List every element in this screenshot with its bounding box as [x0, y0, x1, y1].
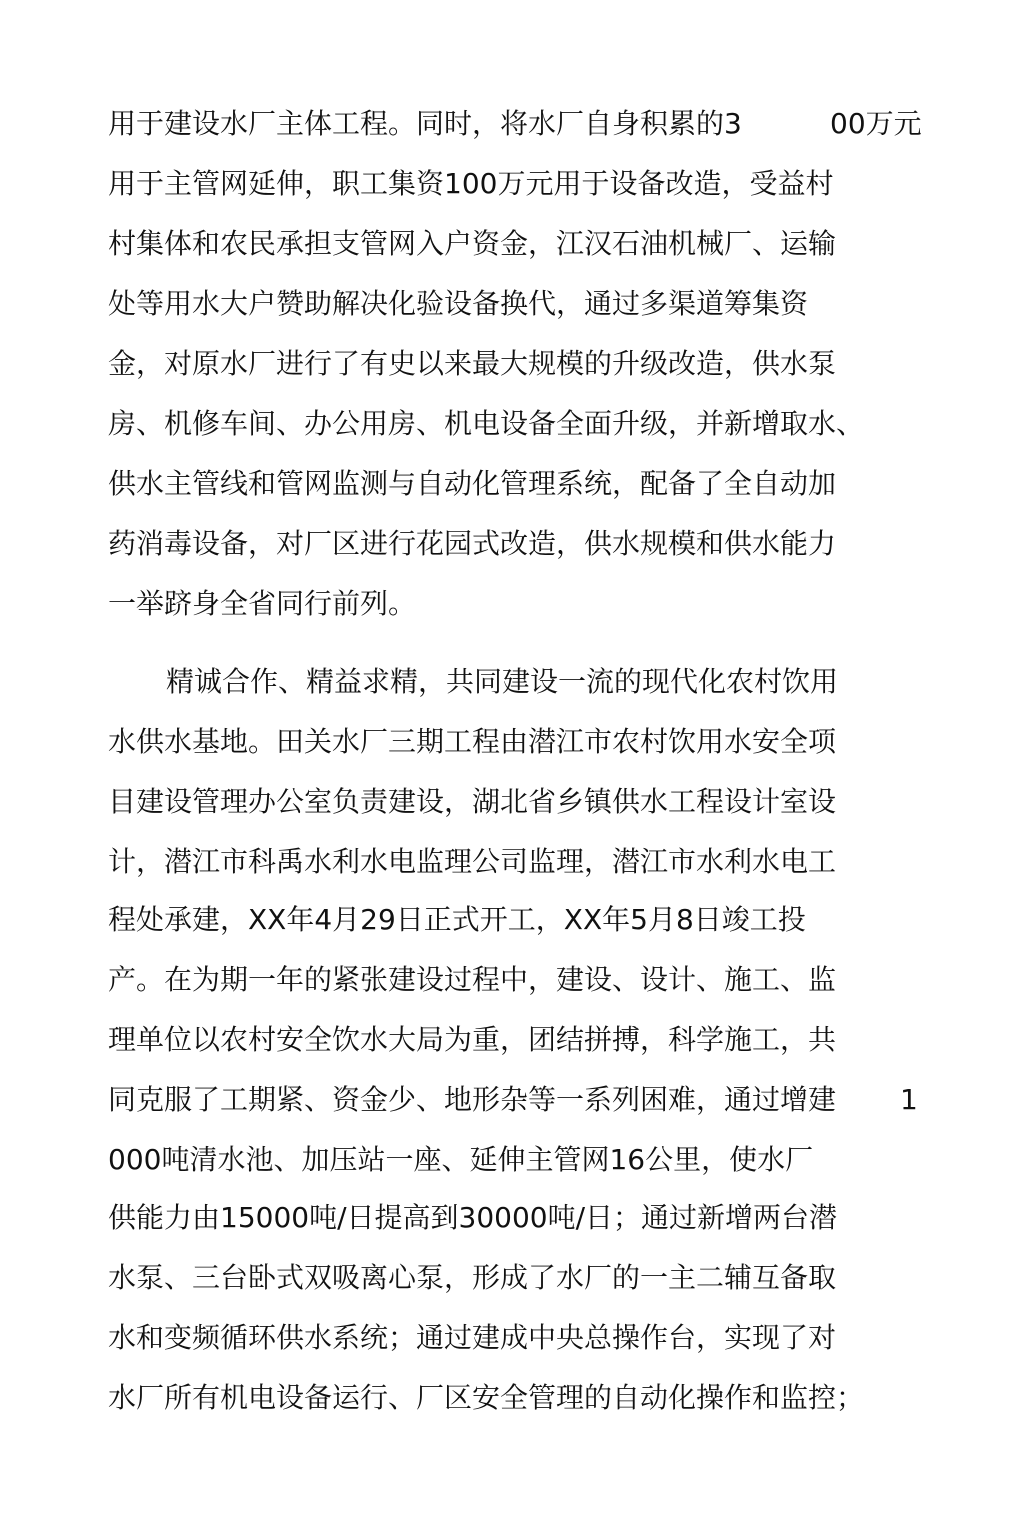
text-line: 理单位以农村安全饮水大局为重，团结拼搏，科学施工，共	[108, 1023, 837, 1056]
text-line: 程处承建，XX年4月29日正式开工，XX年5月8日竣工投	[108, 903, 806, 936]
text-line-tail: 00万元	[830, 107, 922, 140]
text-line: 金，对原水厂进行了有史以来最大规模的升级改造，供水泵	[108, 347, 837, 380]
text-line: 供能力由15000吨/日提高到30000吨/日；通过新增两台潜	[108, 1201, 838, 1234]
text-line: 计，潜江市科禹水利水电监理公司监理，潜江市水利水电工	[108, 845, 837, 878]
text-line: 房、机修车间、办公用房、机电设备全面升级，并新增取水、	[108, 407, 865, 440]
text-line: 水供水基地。田关水厂三期工程由潜江市农村饮用水安全项	[108, 725, 837, 758]
text-line: 一举跻身全省同行前列。	[108, 587, 417, 620]
text-line: 水和变频循环供水系统；通过建成中央总操作台，实现了对	[108, 1321, 837, 1354]
text-line: 处等用水大户赞助解决化验设备换代，通过多渠道筹集资	[108, 287, 809, 320]
text-line: 水厂所有机电设备运行、厂区安全管理的自动化操作和监控；	[108, 1381, 865, 1414]
text-line: 精诚合作、精益求精，共同建设一流的现代化农村饮用	[166, 665, 839, 698]
text-line: 同克服了工期紧、资金少、地形杂等一系列困难，通过增建	[108, 1083, 837, 1116]
text-line: 水泵、三台卧式双吸离心泵，形成了水厂的一主二辅互备取	[108, 1261, 837, 1294]
text-line: 目建设管理办公室负责建设，湖北省乡镇供水工程设计室设	[108, 785, 837, 818]
text-line-tail: 1	[900, 1083, 918, 1116]
text-line: 村集体和农民承担支管网入户资金，江汉石油机械厂、运输	[108, 227, 837, 260]
text-line: 产。在为期一年的紧张建设过程中，建设、设计、施工、监	[108, 963, 837, 996]
text-line: 用于建设水厂主体工程。同时，将水厂自身积累的3	[108, 107, 742, 140]
text-line: 000吨清水池、加压站一座、延伸主管网16公里，使水厂	[108, 1143, 814, 1176]
text-line: 用于主管网延伸，职工集资100万元用于设备改造，受益村	[108, 167, 834, 200]
text-line: 供水主管线和管网监测与自动化管理系统，配备了全自动加	[108, 467, 837, 500]
text-line: 药消毒设备，对厂区进行花园式改造，供水规模和供水能力	[108, 527, 837, 560]
